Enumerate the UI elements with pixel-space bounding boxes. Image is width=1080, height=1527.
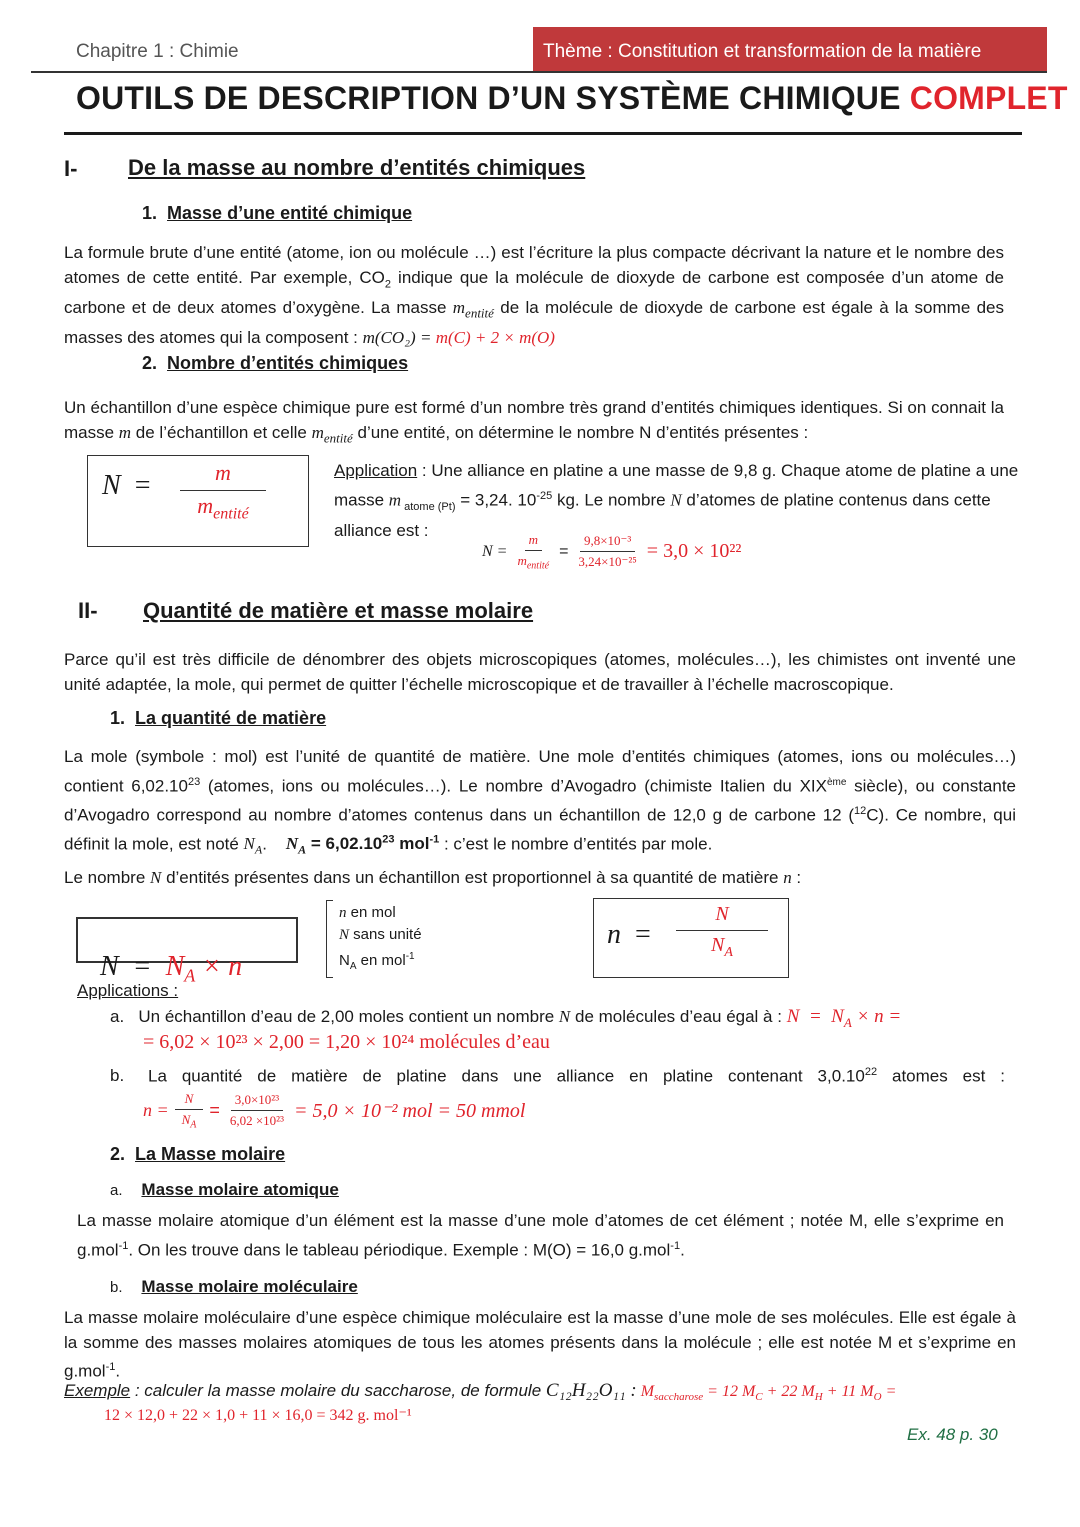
app-b-eq: =	[209, 1100, 220, 1121]
formula-sum: m(C) + 2 × m(O)	[435, 328, 555, 348]
para-mole	[64, 745, 1016, 862]
para-text: siècle), ou constante d’Avogadro correspond au nombre d’atomes contenus dans un échantillon de 12,0 g de carbone 12 (	[64, 776, 1017, 825]
title-rule	[64, 132, 1022, 135]
subsection-2-1	[110, 708, 326, 729]
box1-times-n: × n	[195, 951, 243, 982]
subsection-1-2	[142, 353, 408, 374]
para-text: d’atomes de platine contenus dans cette alliance est :	[334, 490, 991, 541]
ex-term: =	[881, 1383, 897, 1400]
para-intro-mole: Parce qu’il est très difficile de dénombrer des objets microscopiques (atomes, molécules…), les chimistes ont inventé une unité adaptée, la mole, qui permet de quitter l’échelle microscopique et de travailler à l’échelle macroscopique.	[64, 650, 1016, 694]
para-text: Un échantillon d’une espèce chimique pure est formé d’un nombre très grand d’entités chimiques identiques. Si on connait la masse	[64, 398, 1004, 442]
para-text: Un échantillon d’eau de 2,00 moles contient un nombre	[138, 1007, 559, 1026]
subsection-2-2-num: 2.	[110, 1144, 126, 1164]
exemple-result: 12 × 12,0 + 22 × 1,0 + 11 × 16,0 = 342 g. mol⁻¹	[104, 1407, 412, 1424]
para-text: = 3,24. 10	[455, 490, 537, 510]
para-text: La formule brute d’une entité (atome, ion ou molécule …) est l’écriture la plus compacte décrivant la nature et le nombre des atomes de cette entité. Par exemple, CO	[64, 243, 1004, 287]
para-text: .	[262, 834, 286, 854]
header-rule	[31, 71, 1047, 73]
application-b	[110, 1066, 1005, 1087]
subsection-2-2-b	[110, 1277, 358, 1297]
subsection-1-1-title: Masse d’une entité chimique	[167, 203, 413, 223]
application-calc	[482, 532, 741, 572]
math-na-bold: N	[285, 834, 299, 854]
formula-mco2: m(CO₂) =	[362, 328, 436, 348]
para-text: .	[680, 1240, 685, 1260]
subsection-1-2-num: 2.	[142, 353, 158, 373]
section-1-number: I-	[64, 156, 78, 181]
math-n-small: n	[783, 868, 792, 887]
para-text: de la molécule de dioxyde de carbone est égale à la somme des masses des atomes qui la composent :	[64, 298, 1004, 348]
subsection-1-2-title: Nombre d’entités chimiques	[167, 353, 409, 373]
unit-n: n en mol	[339, 904, 396, 921]
application-label: Application	[334, 461, 418, 480]
box-n-symbol	[102, 470, 150, 502]
ex-term: + 22 M	[762, 1383, 815, 1400]
box-fraction	[180, 460, 266, 523]
para-text: de l’échantillon et celle	[131, 422, 312, 442]
app-b-frac-1-den: N	[181, 1112, 191, 1127]
subsection-2-2-a	[110, 1180, 339, 1200]
application-a	[110, 1006, 1010, 1031]
ex-sub-h: H	[814, 1391, 823, 1404]
page-title-main: OUTILS DE DESCRIPTION D’UN SYSTÈME CHIMIQUE	[76, 80, 901, 116]
page-title	[76, 80, 1068, 117]
chapter-label: Chapitre 1 : Chimie	[76, 41, 239, 62]
para-text: indique que la molécule de dioxyde de carbone est composée d’un atome de carbone et de deux atomes d’oxygène. La masse	[64, 267, 1004, 318]
box-eq: =	[134, 470, 151, 501]
application-b-calc	[143, 1091, 525, 1131]
subsection-2-2	[110, 1144, 285, 1165]
app-b-letter: b.	[110, 1066, 125, 1085]
exemple-saccharose	[64, 1380, 1024, 1403]
para-text: (atomes, ions ou molécules…). Le nombre d’Avogadro (chimiste Italien du XIX	[200, 776, 827, 796]
box-frac-den: m	[197, 493, 214, 518]
para-text: C). Ce nombre, qui définit la mole, est noté	[64, 805, 1016, 854]
sub-entite: entité	[526, 560, 550, 572]
sup-exp: -1	[105, 1361, 116, 1373]
unit-na-rest: en mol	[356, 952, 406, 969]
app-b-result: = 5,0 × 10⁻² mol = 50 mmol	[293, 1100, 526, 1123]
para-proportionnel	[64, 868, 801, 888]
bold-value: = 6,02.10	[306, 834, 383, 854]
subsection-2-1-num: 1.	[110, 708, 126, 728]
math-na: N	[243, 834, 255, 854]
math-m: m	[388, 490, 402, 510]
sup-exp: 23	[187, 775, 201, 788]
para-text: . On les trouve dans le tableau périodique. Exemple : M(O) = 16,0 g.mol	[128, 1240, 671, 1260]
bold-unit: mol	[394, 834, 430, 854]
sub-entite: entité	[465, 305, 494, 321]
math-n: N	[150, 868, 162, 887]
sa-title: Masse molaire atomique	[141, 1180, 339, 1199]
application-text	[334, 459, 1028, 544]
application-a-result: = 6,02 × 10²³ × 2,00 = 1,20 × 10²⁴ molécules d’eau	[143, 1031, 550, 1053]
sub-a-bold: A	[298, 842, 307, 857]
applications-label: Applications :	[77, 981, 179, 1000]
sup-eme: ème	[826, 776, 847, 788]
sup-exp: -1	[118, 1239, 129, 1252]
calc-result: = 3,0 × 10²²	[646, 540, 742, 563]
sup-iso: 12	[854, 804, 867, 817]
ex-term: + 11 M	[822, 1383, 874, 1400]
app-b-n: n =	[143, 1100, 169, 1121]
unit-na-sub: A	[349, 961, 357, 972]
ex-sub-o: O	[873, 1391, 882, 1404]
box-frac-num: m	[180, 460, 266, 491]
box1-formula	[86, 919, 242, 987]
ex-sub-saccharose: saccharose	[654, 1391, 704, 1404]
para-text: kg. Le nombre	[552, 490, 671, 510]
box-n: N	[102, 470, 121, 501]
unit-N: N sans unité	[339, 926, 422, 943]
box1-na: N	[165, 951, 185, 982]
sup-exp: -1	[429, 833, 440, 846]
sup-exp: 23	[382, 833, 395, 846]
box1-sub-a: A	[184, 965, 196, 986]
app-a-formula: N = N	[786, 1006, 844, 1027]
units-list	[339, 902, 422, 978]
subsection-1-1-num: 1.	[142, 203, 158, 223]
box2-frac-num: N	[676, 903, 768, 931]
sup-exp: -25	[536, 489, 553, 502]
sup-exp: 22	[864, 1066, 878, 1078]
para-text: La masse molaire atomique d’un élément est la masse d’une mole d’atomes de cet élément ; notée M, elle s’exprime en g.mol	[77, 1211, 1004, 1260]
app-b-frac-2-den: 6,02 ×10²³	[229, 1113, 284, 1129]
sub-atome: atome (Pt)	[401, 500, 456, 513]
para-text: d’une entité, on détermine le nombre N d’entités présentes :	[352, 422, 809, 442]
calc-frac-1-num: m	[525, 532, 542, 551]
app-a-letter: a.	[110, 1007, 125, 1026]
box2-n	[607, 919, 651, 951]
calc-frac-2-den: 3,24×10⁻²⁵	[578, 554, 637, 570]
app-b-frac-2-num: 3,0×10²³	[231, 1092, 283, 1111]
box2-frac-sub: A	[724, 945, 733, 960]
app-a-formula-end: × n =	[851, 1006, 902, 1027]
calc-frac-2-num: 9,8×10⁻³	[580, 533, 635, 552]
para-text: : Une alliance en platine a une masse de 9,8 g. Chaque atome de platine a une masse	[334, 461, 1019, 510]
calc-frac-2	[574, 533, 640, 570]
box2-n-symbol: n	[607, 919, 621, 950]
calc-eq: =	[559, 542, 569, 560]
unit-na-symbol: N	[339, 952, 350, 969]
page-title-accent: COMPLET	[909, 80, 1068, 116]
para-text: : calculer la masse molaire du saccharose, de formule	[130, 1381, 546, 1400]
exercise-reference: Ex. 48 p. 30	[907, 1425, 998, 1444]
math-n: N	[558, 1007, 571, 1026]
section-2-number: II-	[78, 598, 98, 623]
para-text: La quantité de matière de platine dans une alliance en platine contenant 3,0.10	[148, 1066, 865, 1086]
para-text: : c’est le nombre d’entités par mole.	[439, 834, 713, 854]
para-text: .	[115, 1361, 121, 1381]
app-b-frac-1-num: N	[175, 1091, 204, 1110]
para-text: :	[791, 868, 802, 887]
box2-frac-den: N	[711, 934, 725, 956]
unit-na-exp: -1	[405, 951, 415, 962]
section-2-title: Quantité de matière et masse molaire	[143, 598, 534, 623]
sub-entite: entité	[323, 429, 353, 445]
sub-entite: entité	[213, 505, 249, 523]
app-b-frac-2	[226, 1092, 288, 1129]
sub-a: A	[843, 1014, 852, 1030]
sb-title: Masse molaire moléculaire	[141, 1277, 358, 1296]
para-echantillon: Un échantillon d’une espèce chimique pure est formé d’un nombre très grand d’entités chimiques identiques. Si on connait la masse m de l’échantillon et celle $m_{entité}$ d’une entité, on détermine le nombre N d’entités présentes :	[64, 398, 1004, 445]
para-text: Le nombre	[64, 868, 150, 887]
ex-term: = 12 M	[703, 1383, 756, 1400]
box2-fraction	[676, 903, 768, 961]
unit-NA	[339, 946, 422, 978]
box2-eq: =	[635, 919, 651, 950]
para-text: de molécules d’eau égal à :	[570, 1007, 787, 1026]
exemple-label: Exemple	[64, 1381, 131, 1400]
calc-n: N =	[482, 542, 508, 560]
sub-a: A	[254, 842, 263, 857]
subsection-2-2-title: La Masse molaire	[135, 1144, 286, 1164]
box1-left: N =	[100, 951, 166, 982]
section-1-title: De la masse au nombre d’entités chimiques	[128, 155, 586, 180]
para-masse-atomique	[77, 1209, 1004, 1263]
subsection-1-1	[142, 203, 412, 224]
para-text: La masse molaire moléculaire d’une espèce chimique moléculaire est la masse d’une mole de ses molécules. Elle est égale à la somme des masses molaires atomiques de tous les atomes présents dans la molécule ; elle est notée M et s’exprime en g.mol	[64, 1308, 1016, 1381]
para-text: d’entités présentes dans un échantillon est proportionnel à sa quantité de matière	[161, 868, 784, 887]
sub-a: A	[190, 1119, 197, 1131]
calc-frac-1: $\frac{m}{m_{entité}}$	[517, 532, 550, 572]
subsection-2-1-title: La quantité de matière	[135, 708, 327, 728]
sup-exp: -1	[670, 1239, 681, 1252]
sa-letter: a.	[110, 1182, 123, 1199]
para-formule-brute: La formule brute d’une entité (atome, ion ou molécule …) est l’écriture la plus compacte décrivant la nature et le nombre des atomes de cette entité. Par exemple, $CO_2$ indique que la molécule de dioxyde de carbone est composée d’un atome de carbone et de deux atomes d’oxygène. La masse $m_{entité}$ de la molécule de dioxyde de carbone est égale à la somme des masses des atomes qui la composent : m(CO₂) = m(C) + 2 × m(O)	[64, 243, 1004, 348]
theme-label: Thème : Constitution et transformation de la matière	[543, 41, 982, 62]
para-text: La mole (symbole : mol) est l’unité de quantité de matière. Une mole d’entités chimiques (atomes, ions ou molécules…) contient 6,02.10	[64, 747, 1016, 796]
ex-m: M	[636, 1383, 655, 1400]
para-masse-moleculaire	[64, 1306, 1016, 1384]
app-b-frac-1	[175, 1091, 204, 1131]
sb-letter: b.	[110, 1279, 123, 1296]
para-text: atomes est :	[877, 1066, 1005, 1086]
saccharose-formula: C₁₂H₂₂O₁₁ :	[545, 1380, 637, 1401]
ex-sub-c: C	[755, 1391, 763, 1404]
math-n: N	[670, 490, 682, 510]
units-bracket	[326, 900, 333, 978]
